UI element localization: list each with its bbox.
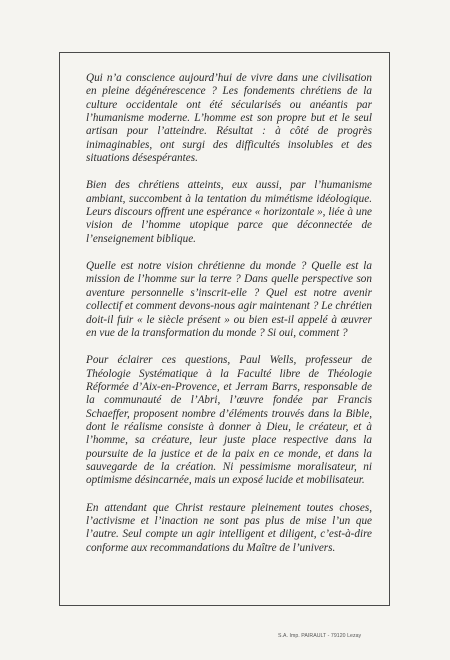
blurb-text bbox=[86, 72, 372, 555]
blurb-paragraph-4: Pour éclairer ces questions, Paul Wells, professeur de Théologie Systématique à la Faculté libre de Théologie Réformée d’Aix-en-Provence, et Jerram Barrs, responsable de la communauté de l’Abri, l’œuvre fondée par Francis Schaeffer, proposent nombre d’éléments trouvés dans la Bible, dont le réalisme consiste à donner à Dieu, le créateur, et à l’homme, sa créature, leur juste place respective dans la poursuite de la justice et de la paix en ce monde, et dans la sauvegarde de la création. Ni pessimisme moralisateur, ni optimisme désincarnée, mais un exposé lucide et mobilisateur. bbox=[86, 354, 372, 487]
printer-imprint: S.A. Imp. PAIRAULT - 79120 Lezay bbox=[278, 633, 362, 639]
blurb-paragraph-1: Qui n’a conscience aujourd’hui de vivre dans une civilisation en pleine dégénérescence ? Les fondements chrétiens de la culture occidentale ont été sécularisés ou anéantis par l’humanisme moderne. L’homme est son propre but et le seul artisan pour l’atteindre. Résultat : à côté de progrès inimaginables, ont surgi des difficultés insolubles et des situations désespérantes. bbox=[86, 72, 372, 165]
blurb-paragraph-5: En attendant que Christ restaure pleinement toutes choses, l’activisme et l’inaction ne sont pas plus de mise l’un que l’autre. Seul compte un agir intelligent et diligent, c’est-à-dire conforme aux recommandations du Maître de l’univers. bbox=[86, 501, 372, 554]
blurb-paragraph-3: Quelle est notre vision chrétienne du monde ? Quelle est la mission de l’homme sur la terre ? Dans quelle perspective son aventure personnelle s’inscrit-elle ? Quel est notre avenir collectif et comment devons-nous agir maintenant ? Le chrétien doit-il fuir « le siècle présent » ou bien est-il appelé à œuvrer en vue de la transformation du monde ? Si oui, comment ? bbox=[86, 260, 372, 339]
blurb-paragraph-2: Bien des chrétiens atteints, eux aussi, par l’humanisme ambiant, succombent à la tentation du mimétisme idéologique. Leurs discours offrent une espérance « horizontale », liée à une vision de l’homme utopique parce que déconnectée de l’enseignement biblique. bbox=[86, 179, 372, 245]
